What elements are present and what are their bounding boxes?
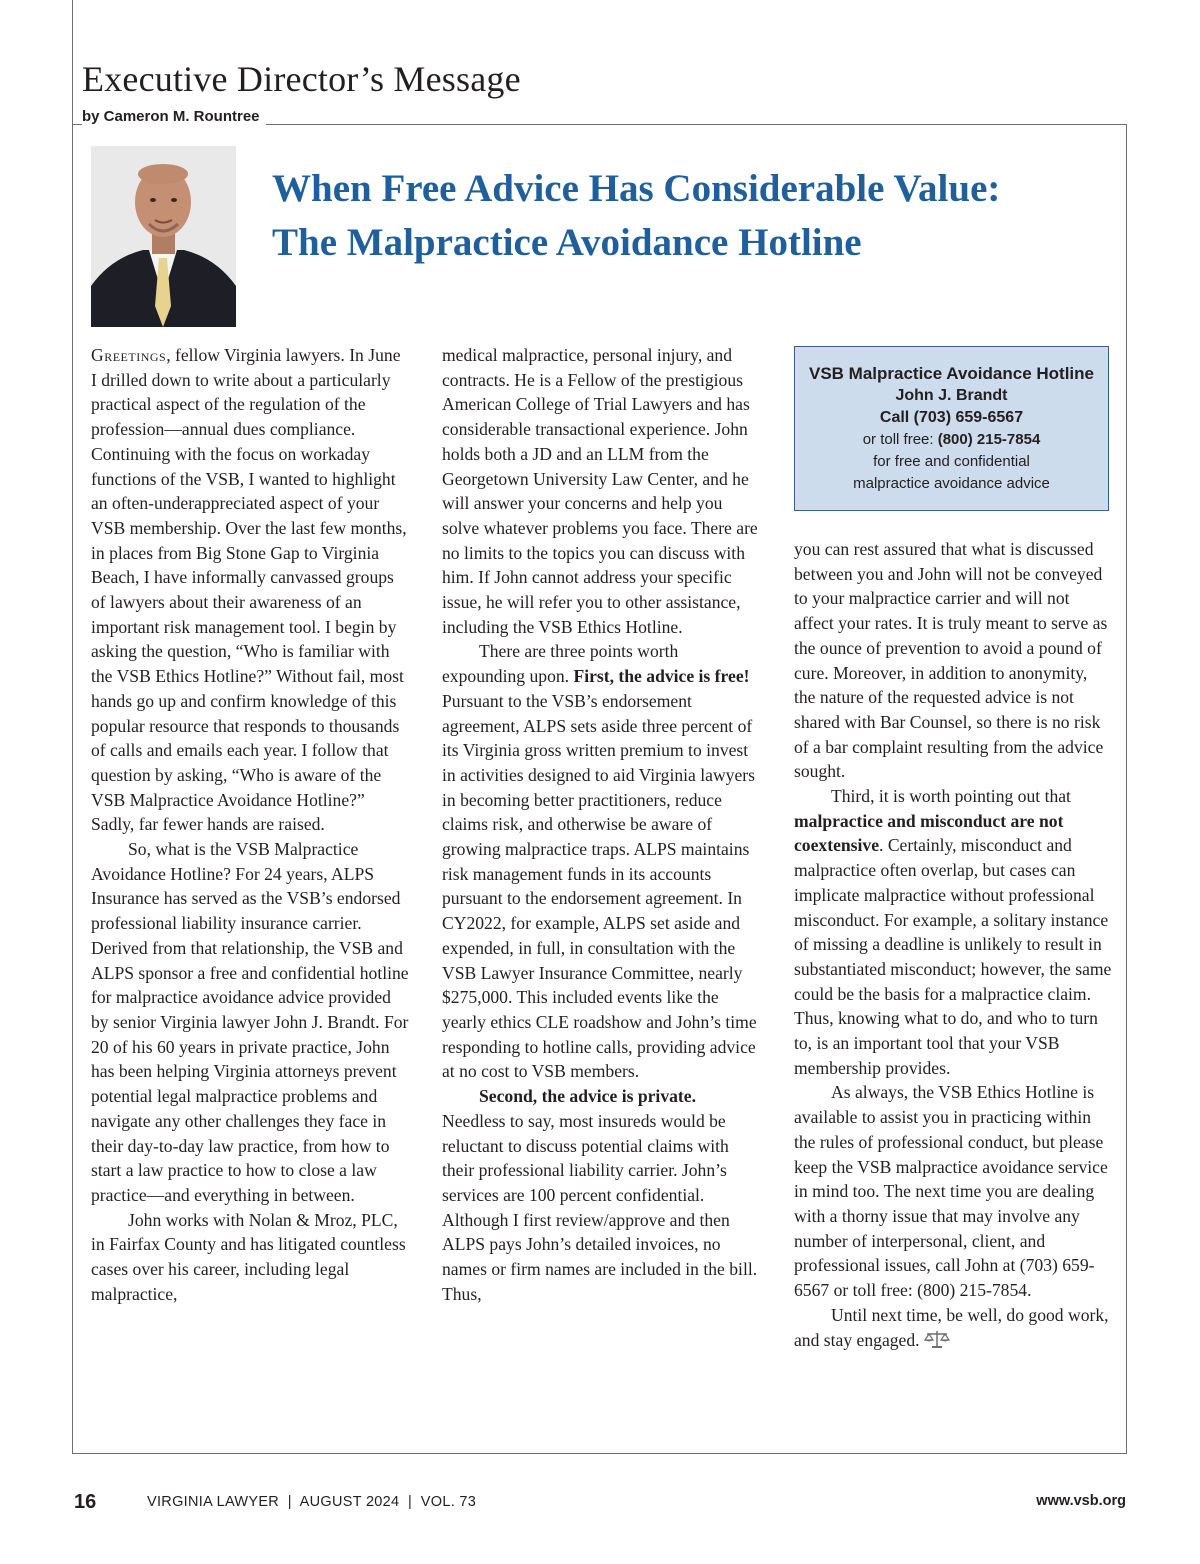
paragraph: Greetings, fellow Virginia lawyers. In June I drilled down to write about a particularly practical aspect of the regulation of the profession—annual dues compliance. Continuing with the focus on workaday functions of the VSB, I wanted to highlight an often-underappreciated aspect of your VSB membership. Over the last few months, in places from Big Stone Gap to Virginia Beach, I have informally canvassed groups of lawyers about their awareness of an important risk management tool. I begin by asking the question, “Who is familiar with the VSB Ethics Hotline?” Without fail, most hands go up and confirm knowledge of this popular resource that responds to thousands of calls and emails each year. I follow that question by asking, “Who is aware of the VSB Malpractice Avoidance Hotline?” Sadly, far fewer hands are raised.	[91, 345, 407, 835]
point-one-heading: First, the advice is free!	[573, 666, 750, 687]
paragraph: Second, the advice is private. Needless to say, most insureds would be reluctant to discuss potential claims with their professional liability carrier. John’s services are 100 percent confidential. Although I first review/approve and then ALPS pays John’s detailed invoices, no names or firm names are included in the bill. Thus,	[442, 1086, 758, 1304]
hotline-description-2: malpractice avoidance advice	[853, 475, 1050, 492]
headline-line-1: When Free Advice Has Considerable Value:	[272, 167, 1001, 210]
paragraph: John works with Nolan & Mroz, PLC, in Fairfax County and has litigated countless cases over his career, including legal malpractice,	[91, 1209, 406, 1304]
article-column-1	[91, 343, 409, 1306]
point-three-heading: malpractice and misconduct are not coextensive	[794, 810, 1064, 856]
paragraph: As always, the VSB Ethics Hotline is available to assist you in practicing within the rules of professional conduct, but please keep the VSB malpractice avoidance service in mind too. The next time you are dealing with a thorny issue that may involve any number of interpersonal, client, and professional issues, call John at (703) 659-6567 or toll free: (800) 215-7854.	[794, 1082, 1108, 1301]
scales-of-justice-icon	[924, 1329, 950, 1349]
headline-line-2: The Malpractice Avoidance Hotline	[272, 221, 862, 264]
section-title: Executive Director’s Message	[82, 59, 521, 99]
article-column-2	[442, 343, 760, 1306]
paragraph: you can rest assured that what is discussed between you and John will not be conveyed to your malpractice carrier and will not affect your rates. It is truly meant to serve as the ounce of prevention to avoid a pound of cure. Moreover, in addition to anonymity, the nature of the requested advice is not shared with Bar Counsel, so there is no risk of a bar complaint resulting from the advice sought.	[794, 539, 1108, 782]
article-headline	[272, 162, 1132, 270]
paragraph: There are three points worth expounding upon. First, the advice is free! Pursuant to the VSB’s endorsement agreement, ALPS sets aside three percent of its Virginia gross written premium to invest in activities designed to aid Virginia lawyers in becoming better practitioners, reduce claims risk, and otherwise be aware of growing malpractice traps. ALPS maintains risk management funds in its accounts pursuant to the endorsement agreement. In CY2022, for example, ALPS set aside and expended, in full, in consultation with the VSB Lawyer Insurance Committee, nearly $275,000. This included events like the yearly ethics CLE roadshow and John’s time responding to hotline calls, providing advice at no cost to VSB members.	[442, 641, 757, 1082]
paragraph: Third, it is worth pointing out that malpractice and misconduct are not coextensive. Certainly, misconduct and malpractice often overlap, but cases can implicate malpractice without professional misconduct. For example, a solitary instance of missing a deadline is unlikely to result in substantiated misconduct; however, the same could be the basis for a malpractice claim. Thus, knowing what to do, and who to turn to, is an important tool that your VSB membership provides.	[794, 786, 1112, 1078]
hotline-contact-name: John J. Brandt	[895, 387, 1008, 404]
page-number: 16	[74, 1491, 97, 1513]
author-photo	[91, 146, 236, 327]
point-two-heading: Second, the advice is private.	[479, 1086, 696, 1107]
byline: by Cameron M. Rountree	[82, 108, 266, 125]
hotline-description-1: for free and confidential	[873, 453, 1030, 470]
paragraph: Until next time, be well, do good work, and stay engaged.	[794, 1304, 1109, 1350]
hotline-toll-free: or toll free: (800) 215-7854	[862, 431, 1041, 448]
hotline-phone: Call (703) 659-6567	[879, 409, 1024, 426]
greeting-lead: Greetings	[91, 345, 167, 365]
paragraph: medical malpractice, personal injury, and contracts. He is a Fellow of the prestigious American College of Trial Lawyers and has considerable transactional experience. John holds both a JD and an LLM from the Georgetown University Law Center, and he will answer your concerns and help you solve whatever problems you face. There are no limits to the topics you can discuss with him. If John cannot address your specific issue, he will refer you to other assistance, including the VSB Ethics Hotline.	[442, 345, 758, 637]
hotline-box-title: VSB Malpractice Avoidance Hotline	[809, 364, 1094, 383]
paragraph: So, what is the VSB Malpractice Avoidance Hotline? For 24 years, ALPS Insurance has served as the VSB’s endorsed professional liability insurance carrier. Derived from that relationship, the VSB and ALPS sponsor a free and confidential hotline for malpractice avoidance advice provided by senior Virginia lawyer John J. Brandt. For 20 of his 60 years in private practice, John has been helping Virginia attorneys prevent potential legal malpractice problems and navigate any other challenges they face in their day-to-day law practice, from how to start a law practice to how to close a law practice—and everything in between.	[91, 839, 409, 1205]
header-left-rule	[72, 0, 73, 124]
hotline-info-box	[794, 346, 1109, 511]
article-column-3	[794, 537, 1112, 1352]
author-portrait-image	[91, 146, 236, 327]
magazine-issue: VIRGINIA LAWYER | AUGUST 2024 | VOL. 73	[147, 1494, 477, 1510]
website-url: www.vsb.org	[1036, 1493, 1126, 1509]
